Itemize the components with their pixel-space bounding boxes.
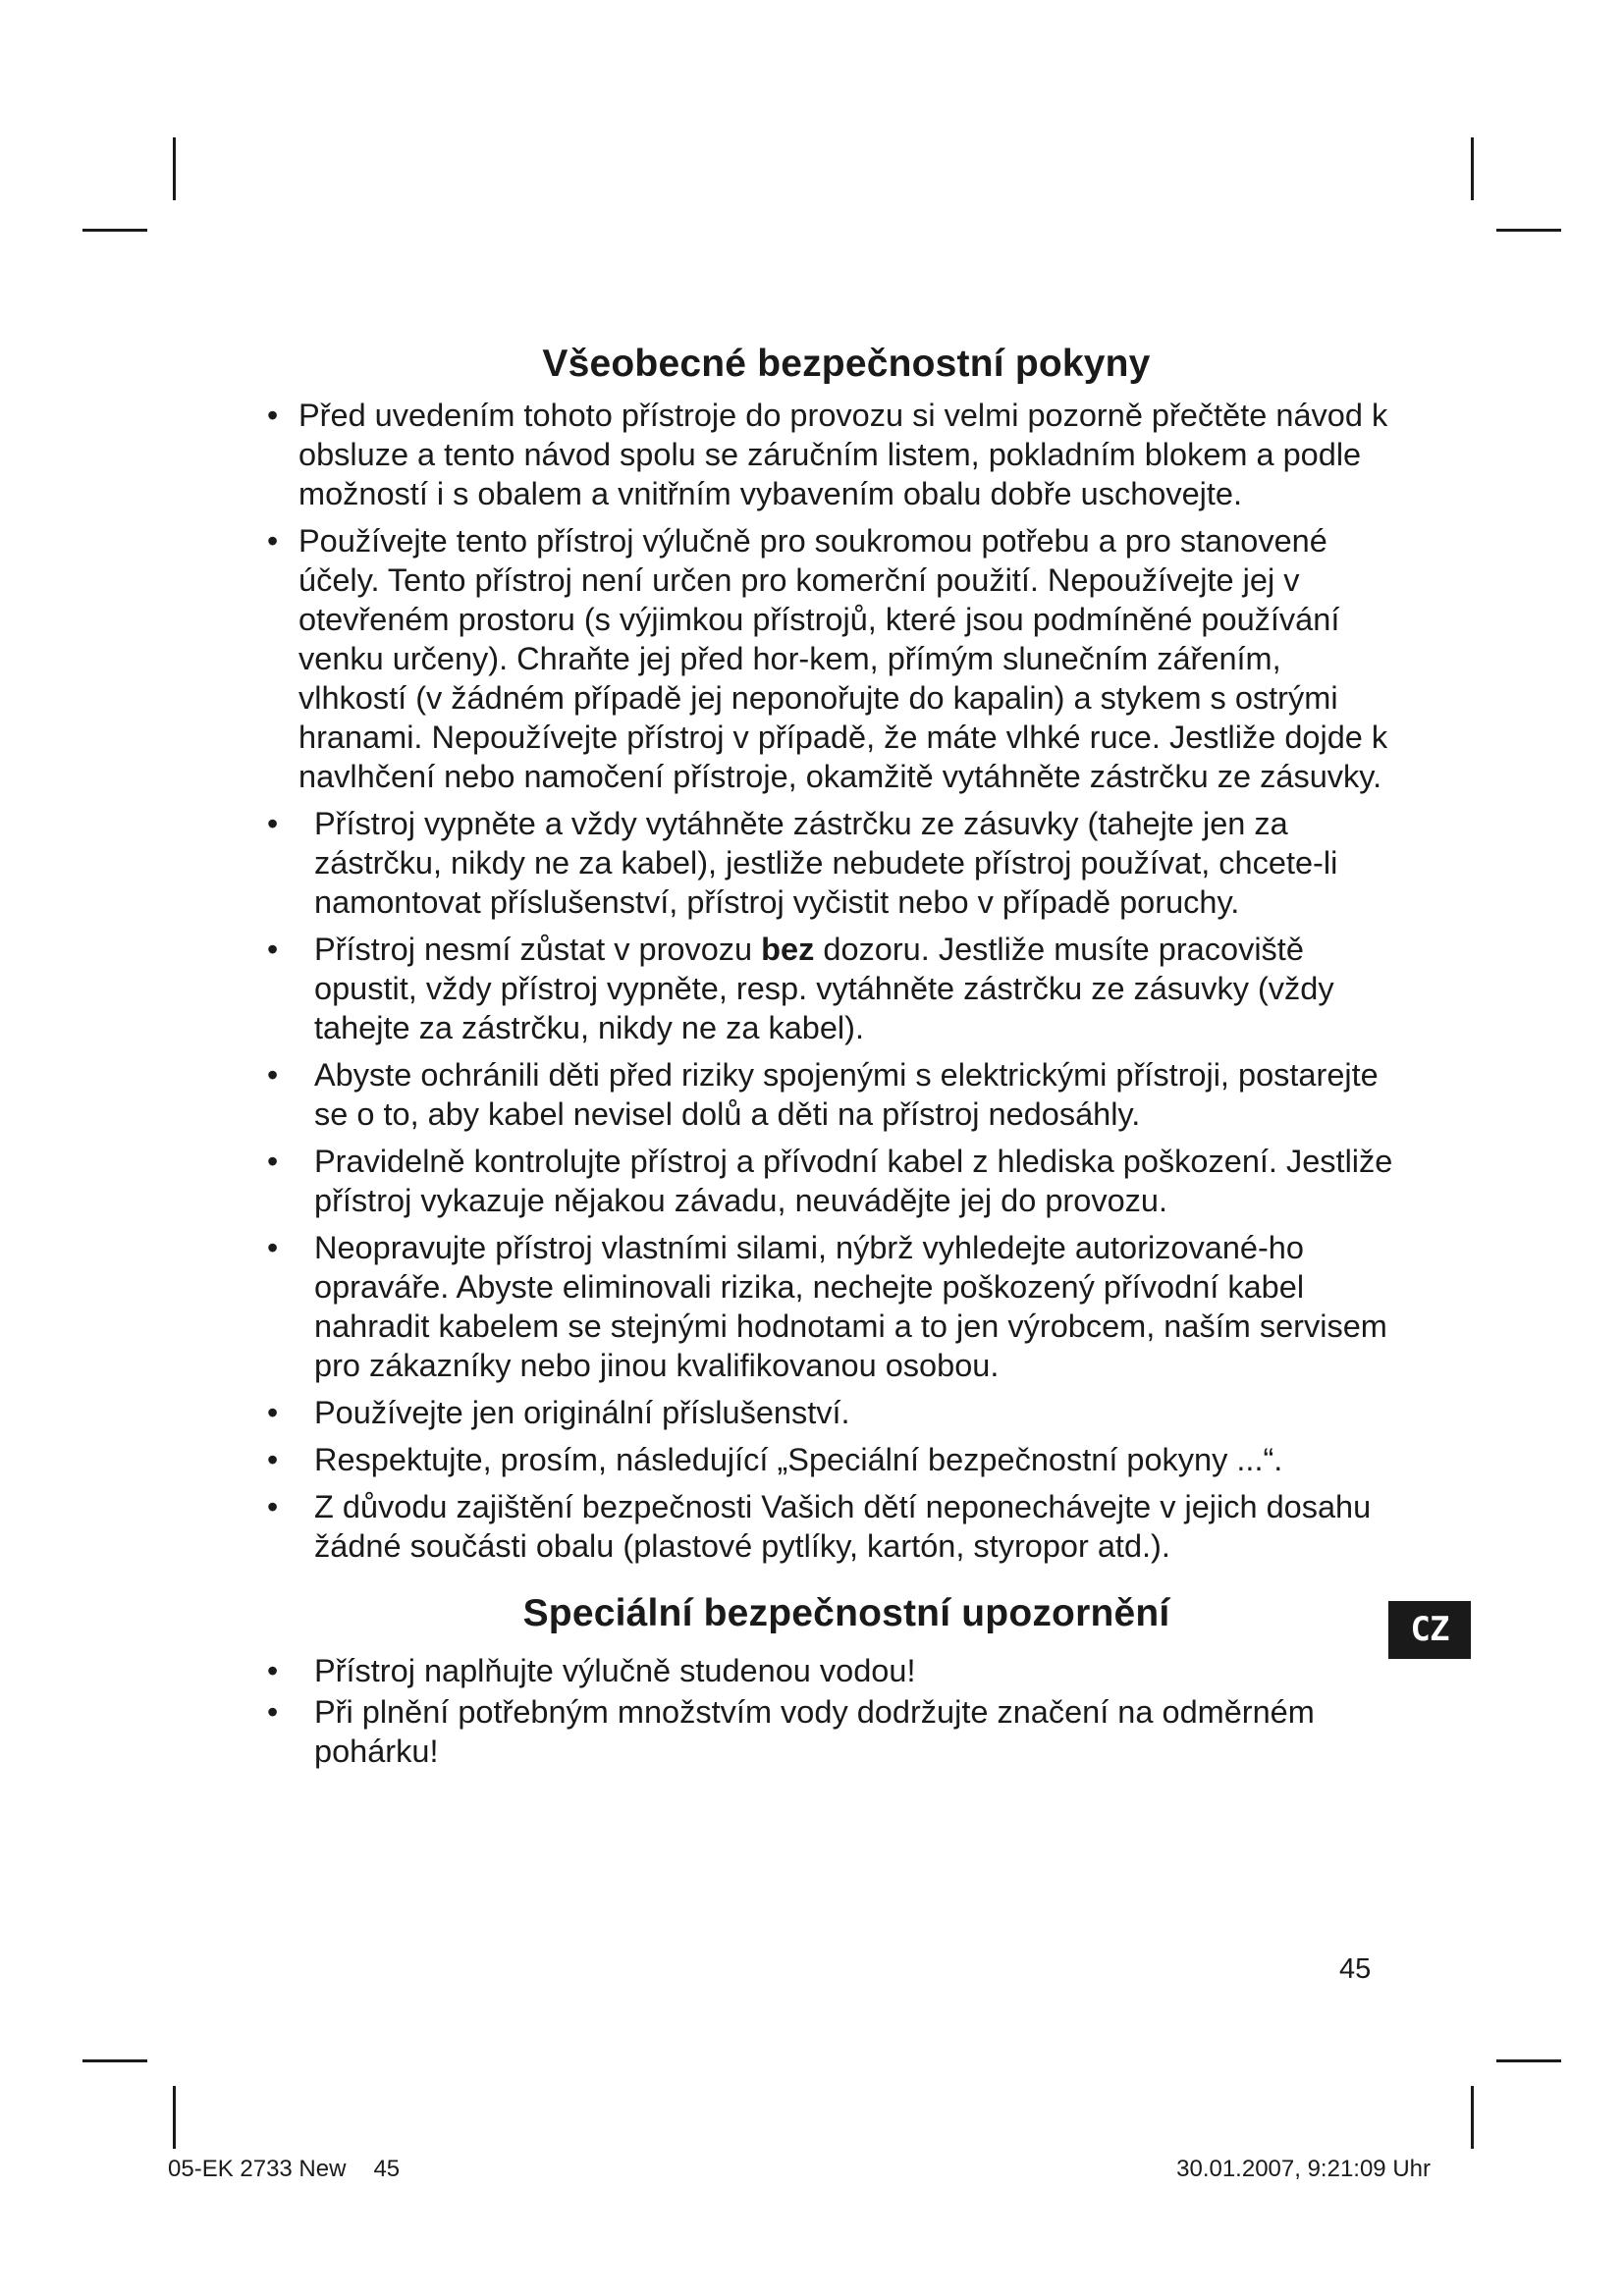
list-item-text: Přístroj vypněte a vždy vytáhněte zástrčku ze zásuvky (tahejte jen za zástrčku, nikdy ne za kabel), jestliže nebudete přístroj používat, chcete-li namontovat příslušenství, přístroj vyčistit nebo v případě poruchy. [314, 805, 1338, 920]
crop-mark-top-left-vertical [173, 137, 176, 200]
list-item [257, 1440, 1396, 1479]
list-item [257, 1692, 1396, 1771]
list-item [257, 396, 1396, 513]
list-item-text: Před uvedením tohoto přístroje do provozu si velmi pozorně přečtěte návod k obsluze a tento návod spolu se záručním listem, pokladním blokem a podle možností i s obalem a vnitřním vybavením obalu dobře uschovejte. [298, 397, 1388, 511]
bullet: • [267, 1693, 279, 1730]
bullet: • [267, 1229, 279, 1265]
crop-mark-bottom-left-vertical [173, 2086, 176, 2149]
list-item [257, 930, 1396, 1047]
crop-mark-bottom-left-horizontal [82, 2059, 147, 2062]
special-safety-list [257, 1651, 1396, 1771]
list-item-text: Při plnění potřebným množstvím vody dodržujte značení na odměrném pohárku! [314, 1693, 1315, 1769]
list-item [257, 1651, 1396, 1690]
footer-document-id: 05-EK 2733 New [168, 2156, 347, 2182]
list-item-text: Používejte tento přístroj výlučně pro soukromou potřebu a pro stanovené účely. Tento přístroj není určen pro komerční použití. Nepoužívejte jej v otevřeném prostoru (s výjimkou přístrojů, které jsou podmíněné používání venku určeny). Chraňte jej před hor-kem, přímým slunečním zářením, vlhkostí (v žádném případě jej neponořujte do kapalin) a stykem s ostrými hranami. Nepoužívejte přístroj v případě, že máte vlhké ruce. Jestliže dojde k navlhčení nebo namočení přístroje, okamžitě vytáhněte zástrčku ze zásuvky. [298, 522, 1388, 794]
bullet: • [267, 1143, 279, 1179]
footer-page-number: 45 [373, 2156, 401, 2182]
crop-mark-top-left-horizontal [82, 229, 147, 232]
footer-timestamp: 30.01.2007, 9:21:09 Uhr [1176, 2156, 1431, 2182]
list-item-text: Respektujte, prosím, následující „Speciální bezpečnostní pokyny ...“. [314, 1441, 1283, 1477]
language-badge: CZ [1388, 1601, 1471, 1659]
page-number: 45 [1339, 1953, 1372, 1985]
list-item-text: Abyste ochránili děti před riziky spojenými s elektrickými přístroji, postarejte se o to, aby kabel nevisel dolů a děti na přístroj nedosáhly. [314, 1056, 1379, 1132]
bullet: • [267, 1488, 279, 1524]
bullet: • [267, 1394, 279, 1430]
list-item [257, 1487, 1396, 1566]
bullet: • [267, 522, 279, 559]
list-item [257, 521, 1396, 796]
list-item-text: Používejte jen originální příslušenství. [314, 1394, 850, 1430]
list-item-text: dozoru. Jestliže musíte pracoviště opustit, vždy přístroj vypněte, resp. vytáhněte zástrčku ze zásuvky (vždy tahejte za zástrčku, nikdy ne za kabel). [314, 931, 1334, 1045]
section-title-special-safety: Speciální bezpečnostní upozornění [522, 1591, 1170, 1634]
list-item [257, 1055, 1396, 1134]
bullet: • [267, 1652, 279, 1688]
list-item-emphasis: bez [761, 931, 815, 967]
document-body [257, 342, 1396, 1773]
crop-mark-bottom-right-horizontal [1496, 2059, 1561, 2062]
list-item [257, 1228, 1396, 1385]
crop-mark-top-right-vertical [1471, 137, 1474, 200]
bullet: • [267, 805, 279, 841]
list-item [257, 1393, 1396, 1432]
list-item-text: Pravidelně kontrolujte přístroj a přívodní kabel z hlediska poškození. Jestliže přístroj vykazuje nějakou závadu, neuvádějte jej do provozu. [314, 1143, 1393, 1218]
footer-left [168, 2156, 400, 2183]
bullet: • [267, 1056, 279, 1093]
general-safety-list [257, 396, 1396, 1566]
list-item-text: Z důvodu zajištění bezpečnosti Vašich dětí neponechávejte v jejich dosahu žádné součásti obalu (plastové pytlíky, kartón, styropor atd.). [314, 1488, 1372, 1564]
list-item [257, 804, 1396, 922]
list-item-text: Neopravujte přístroj vlastními silami, nýbrž vyhledejte autorizované-ho opraváře. Abyste eliminovali rizika, nechejte poškozený přívodní kabel nahradit kabelem se stejnými hodnotami a to jen výrobcem, naším servisem pro zákazníky nebo jinou kvalifikovanou osobou. [314, 1229, 1387, 1383]
list-item-text: Přístroj nesmí zůstat v provozu [314, 931, 762, 967]
crop-mark-top-right-horizontal [1496, 229, 1561, 232]
list-item [257, 1142, 1396, 1220]
list-item-text: Přístroj naplňujte výlučně studenou vodou! [314, 1652, 916, 1688]
bullet: • [267, 397, 279, 433]
crop-mark-bottom-right-vertical [1471, 2086, 1474, 2149]
bullet: • [267, 931, 279, 967]
section-title-general-safety: Všeobecné bezpečnostní pokyny [542, 343, 1151, 385]
bullet: • [267, 1441, 279, 1477]
